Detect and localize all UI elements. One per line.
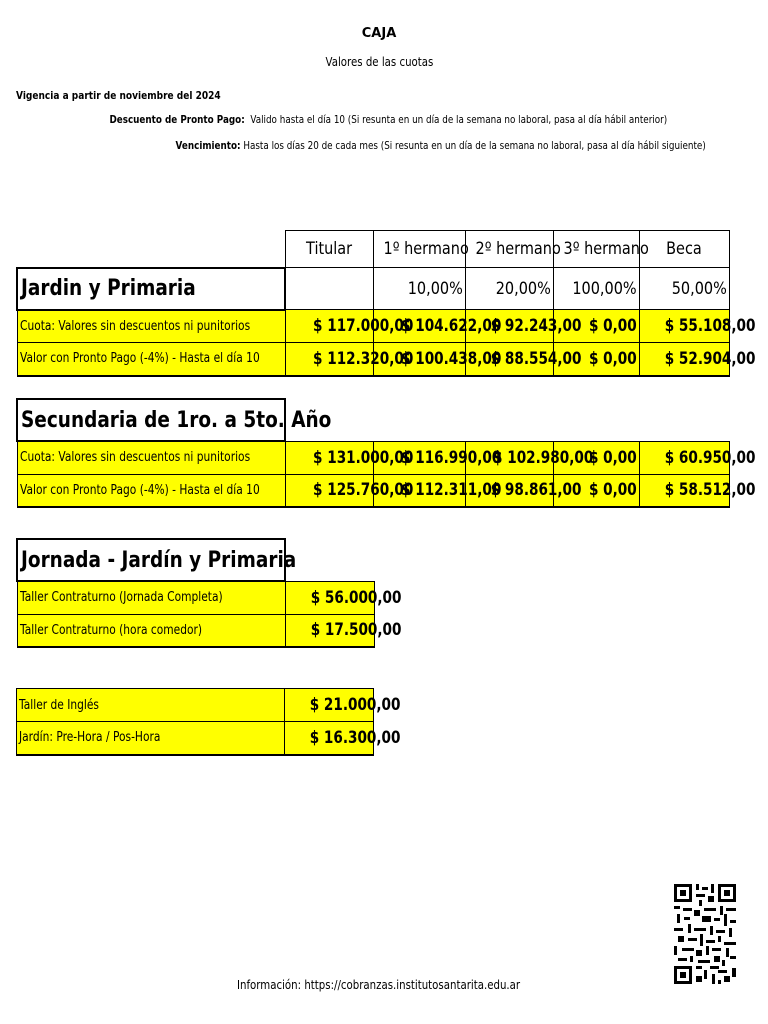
- column-header-hermano-2: 2º hermano: [465, 231, 553, 268]
- value-hermano-3: $ 0,00: [553, 441, 639, 474]
- pronto-pago-note: [0, 113, 667, 126]
- section-row-jardin-primaria: [17, 268, 729, 310]
- vencimiento-note: [43, 139, 706, 152]
- value-hermano-2: $ 98.861,00: [465, 474, 553, 507]
- table-row: [17, 722, 374, 755]
- column-header-beca: Beca: [639, 231, 729, 268]
- row-value: $ 56.000,00: [285, 581, 374, 614]
- row-value: $ 21.000,00: [285, 689, 374, 722]
- extras-table: [16, 688, 401, 756]
- jardin-primaria-table: [16, 230, 755, 377]
- value-beca: $ 55.108,00: [639, 310, 729, 343]
- row-value: $ 16.300,00: [285, 722, 374, 755]
- vencimiento-label: Vencimiento:: [175, 139, 241, 152]
- qr-code-icon: [674, 884, 736, 984]
- table-row: [17, 310, 729, 343]
- pronto-pago-text: Valido hasta el día 10 (Si resunta en un día de la semana no laboral, pasa al día hábil anterior): [250, 113, 667, 126]
- row-value: $ 17.500,00: [285, 614, 374, 647]
- row-label: Taller de Inglés: [17, 689, 285, 722]
- value-hermano-1: $ 112.311,00: [373, 474, 465, 507]
- row-label: Taller Contraturno (hora comedor): [17, 614, 285, 647]
- value-hermano-1: $ 104.622,00: [373, 310, 465, 343]
- value-beca: $ 60.950,00: [639, 441, 729, 474]
- section-title-jornada: Jornada - Jardín y Primaria: [17, 539, 285, 581]
- table-row: [17, 474, 729, 507]
- page-title: CAJA: [361, 26, 397, 41]
- value-titular: $ 131.000,00: [285, 441, 373, 474]
- jornada-table: [16, 538, 401, 648]
- value-hermano-3: $ 0,00: [553, 474, 639, 507]
- value-hermano-2: $ 92.243,00: [465, 310, 553, 343]
- table-row: [17, 581, 374, 614]
- row-label: Cuota: Valores sin descuentos ni punitorios: [17, 441, 285, 474]
- footer-info: Información: https://cobranzas.institutosantarita.edu.ar: [237, 978, 521, 992]
- value-titular: $ 112.320,00: [285, 343, 373, 376]
- discount-hermano-3: 100,00%: [553, 268, 639, 310]
- value-hermano-3: $ 0,00: [553, 343, 639, 376]
- table-row: [17, 343, 729, 376]
- vigencia-text: Vigencia a partir de noviembre del 2024: [16, 89, 221, 102]
- section-title-secundaria: Secundaria de 1ro. a 5to. Año: [17, 399, 285, 441]
- value-beca: $ 58.512,00: [639, 474, 729, 507]
- page-subtitle: Valores de las cuotas: [325, 55, 433, 69]
- column-header-row: [17, 231, 729, 268]
- value-titular: $ 117.000,00: [285, 310, 373, 343]
- row-label: Taller Contraturno (Jornada Completa): [17, 581, 285, 614]
- discount-hermano-2: 20,00%: [465, 268, 553, 310]
- value-hermano-2: $ 102.980,00: [465, 441, 553, 474]
- vencimiento-text: Hasta los días 20 de cada mes (Si resunta en un día de la semana no laboral, pasa al día hábil siguiente): [243, 139, 706, 152]
- secundaria-table: [16, 398, 755, 508]
- row-label: Cuota: Valores sin descuentos ni punitorios: [17, 310, 285, 343]
- column-header-titular: Titular: [285, 231, 373, 268]
- row-label: Valor con Pronto Pago (-4%) - Hasta el día 10: [17, 474, 285, 507]
- value-titular: $ 125.760,00: [285, 474, 373, 507]
- row-label: Jardín: Pre-Hora / Pos-Hora: [17, 722, 285, 755]
- value-hermano-2: $ 88.554,00: [465, 343, 553, 376]
- discount-beca: 50,00%: [639, 268, 729, 310]
- table-row: [17, 689, 374, 722]
- section-row-secundaria: [17, 399, 729, 441]
- column-header-hermano-1: 1º hermano: [373, 231, 465, 268]
- column-header-hermano-3: 3º hermano: [553, 231, 639, 268]
- section-title-jardin-primaria: Jardin y Primaria: [17, 268, 285, 310]
- table-row: [17, 441, 729, 474]
- value-beca: $ 52.904,00: [639, 343, 729, 376]
- row-label: Valor con Pronto Pago (-4%) - Hasta el día 10: [17, 343, 285, 376]
- value-hermano-1: $ 116.990,00: [373, 441, 465, 474]
- value-hermano-1: $ 100.438,00: [373, 343, 465, 376]
- table-row: [17, 614, 374, 647]
- discount-hermano-1: 10,00%: [373, 268, 465, 310]
- section-row-jornada: [17, 539, 374, 581]
- pronto-pago-label: Descuento de Pronto Pago:: [109, 113, 245, 126]
- value-hermano-3: $ 0,00: [553, 310, 639, 343]
